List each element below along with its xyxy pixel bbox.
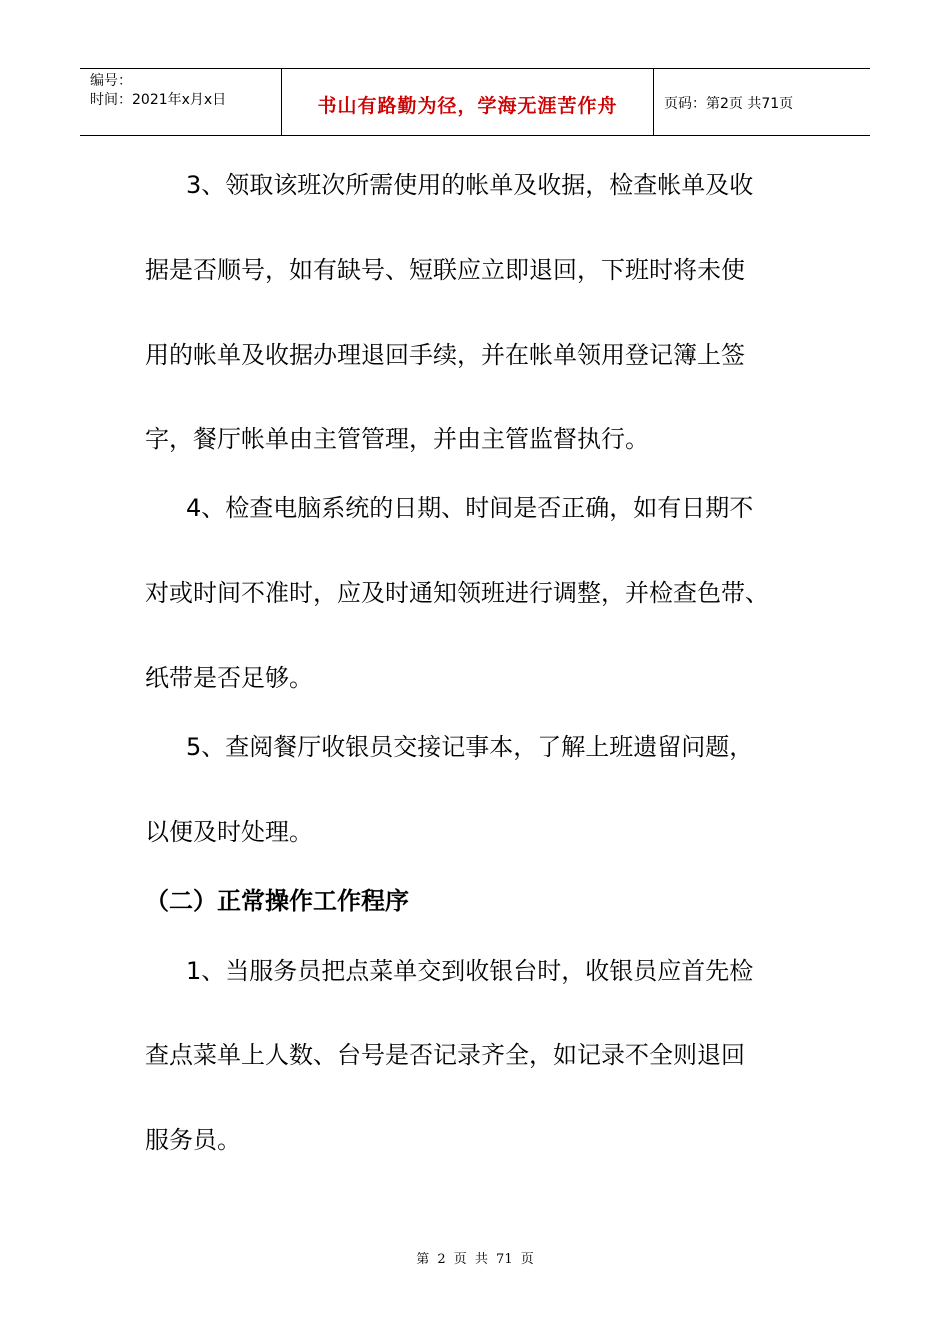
body-line: 查点菜单上人数、台号是否记录齐全，如记录不全则退回 [145, 1041, 745, 1069]
body-line: 服务员。 [145, 1126, 241, 1154]
body-line: 用的帐单及收据办理退回手续，并在帐单领用登记簿上签 [145, 341, 745, 369]
page-footer: 第 2 页 共 71 页 [416, 1252, 534, 1267]
date-label: 时间：2021年x月x日 [90, 92, 227, 108]
body-line: 以便及时处理。 [145, 818, 313, 846]
body-line: 4、检查电脑系统的日期、时间是否正确，如有日期不 [186, 494, 754, 522]
body-line: 1、当服务员把点菜单交到收银台时，收银员应首先检 [186, 957, 754, 985]
body-line: 纸带是否足够。 [145, 664, 313, 692]
serial-label: 编号： [90, 73, 132, 89]
body-line: 5、查阅餐厅收银员交接记事本，了解上班遗留问题， [186, 733, 754, 761]
body-line: 据是否顺号，如有缺号、短联应立即退回，下班时将未使 [145, 256, 745, 284]
page-code: 页码：第2页 共71页 [664, 96, 794, 112]
header-info-cell [80, 69, 282, 135]
body-line: 字，餐厅帐单由主管管理，并由主管监督执行。 [145, 425, 649, 453]
body-line: 对或时间不准时，应及时通知领班进行调整，并检查色带、 [145, 579, 769, 607]
section-heading: （二）正常操作工作程序 [145, 887, 409, 915]
motto: 书山有路勤为径，学海无涯苦作舟 [317, 95, 618, 117]
header-page-cell [654, 69, 870, 135]
body-line: 3、领取该班次所需使用的帐单及收据，检查帐单及收 [186, 171, 754, 199]
page-header [80, 68, 870, 136]
header-motto-cell [282, 69, 654, 135]
